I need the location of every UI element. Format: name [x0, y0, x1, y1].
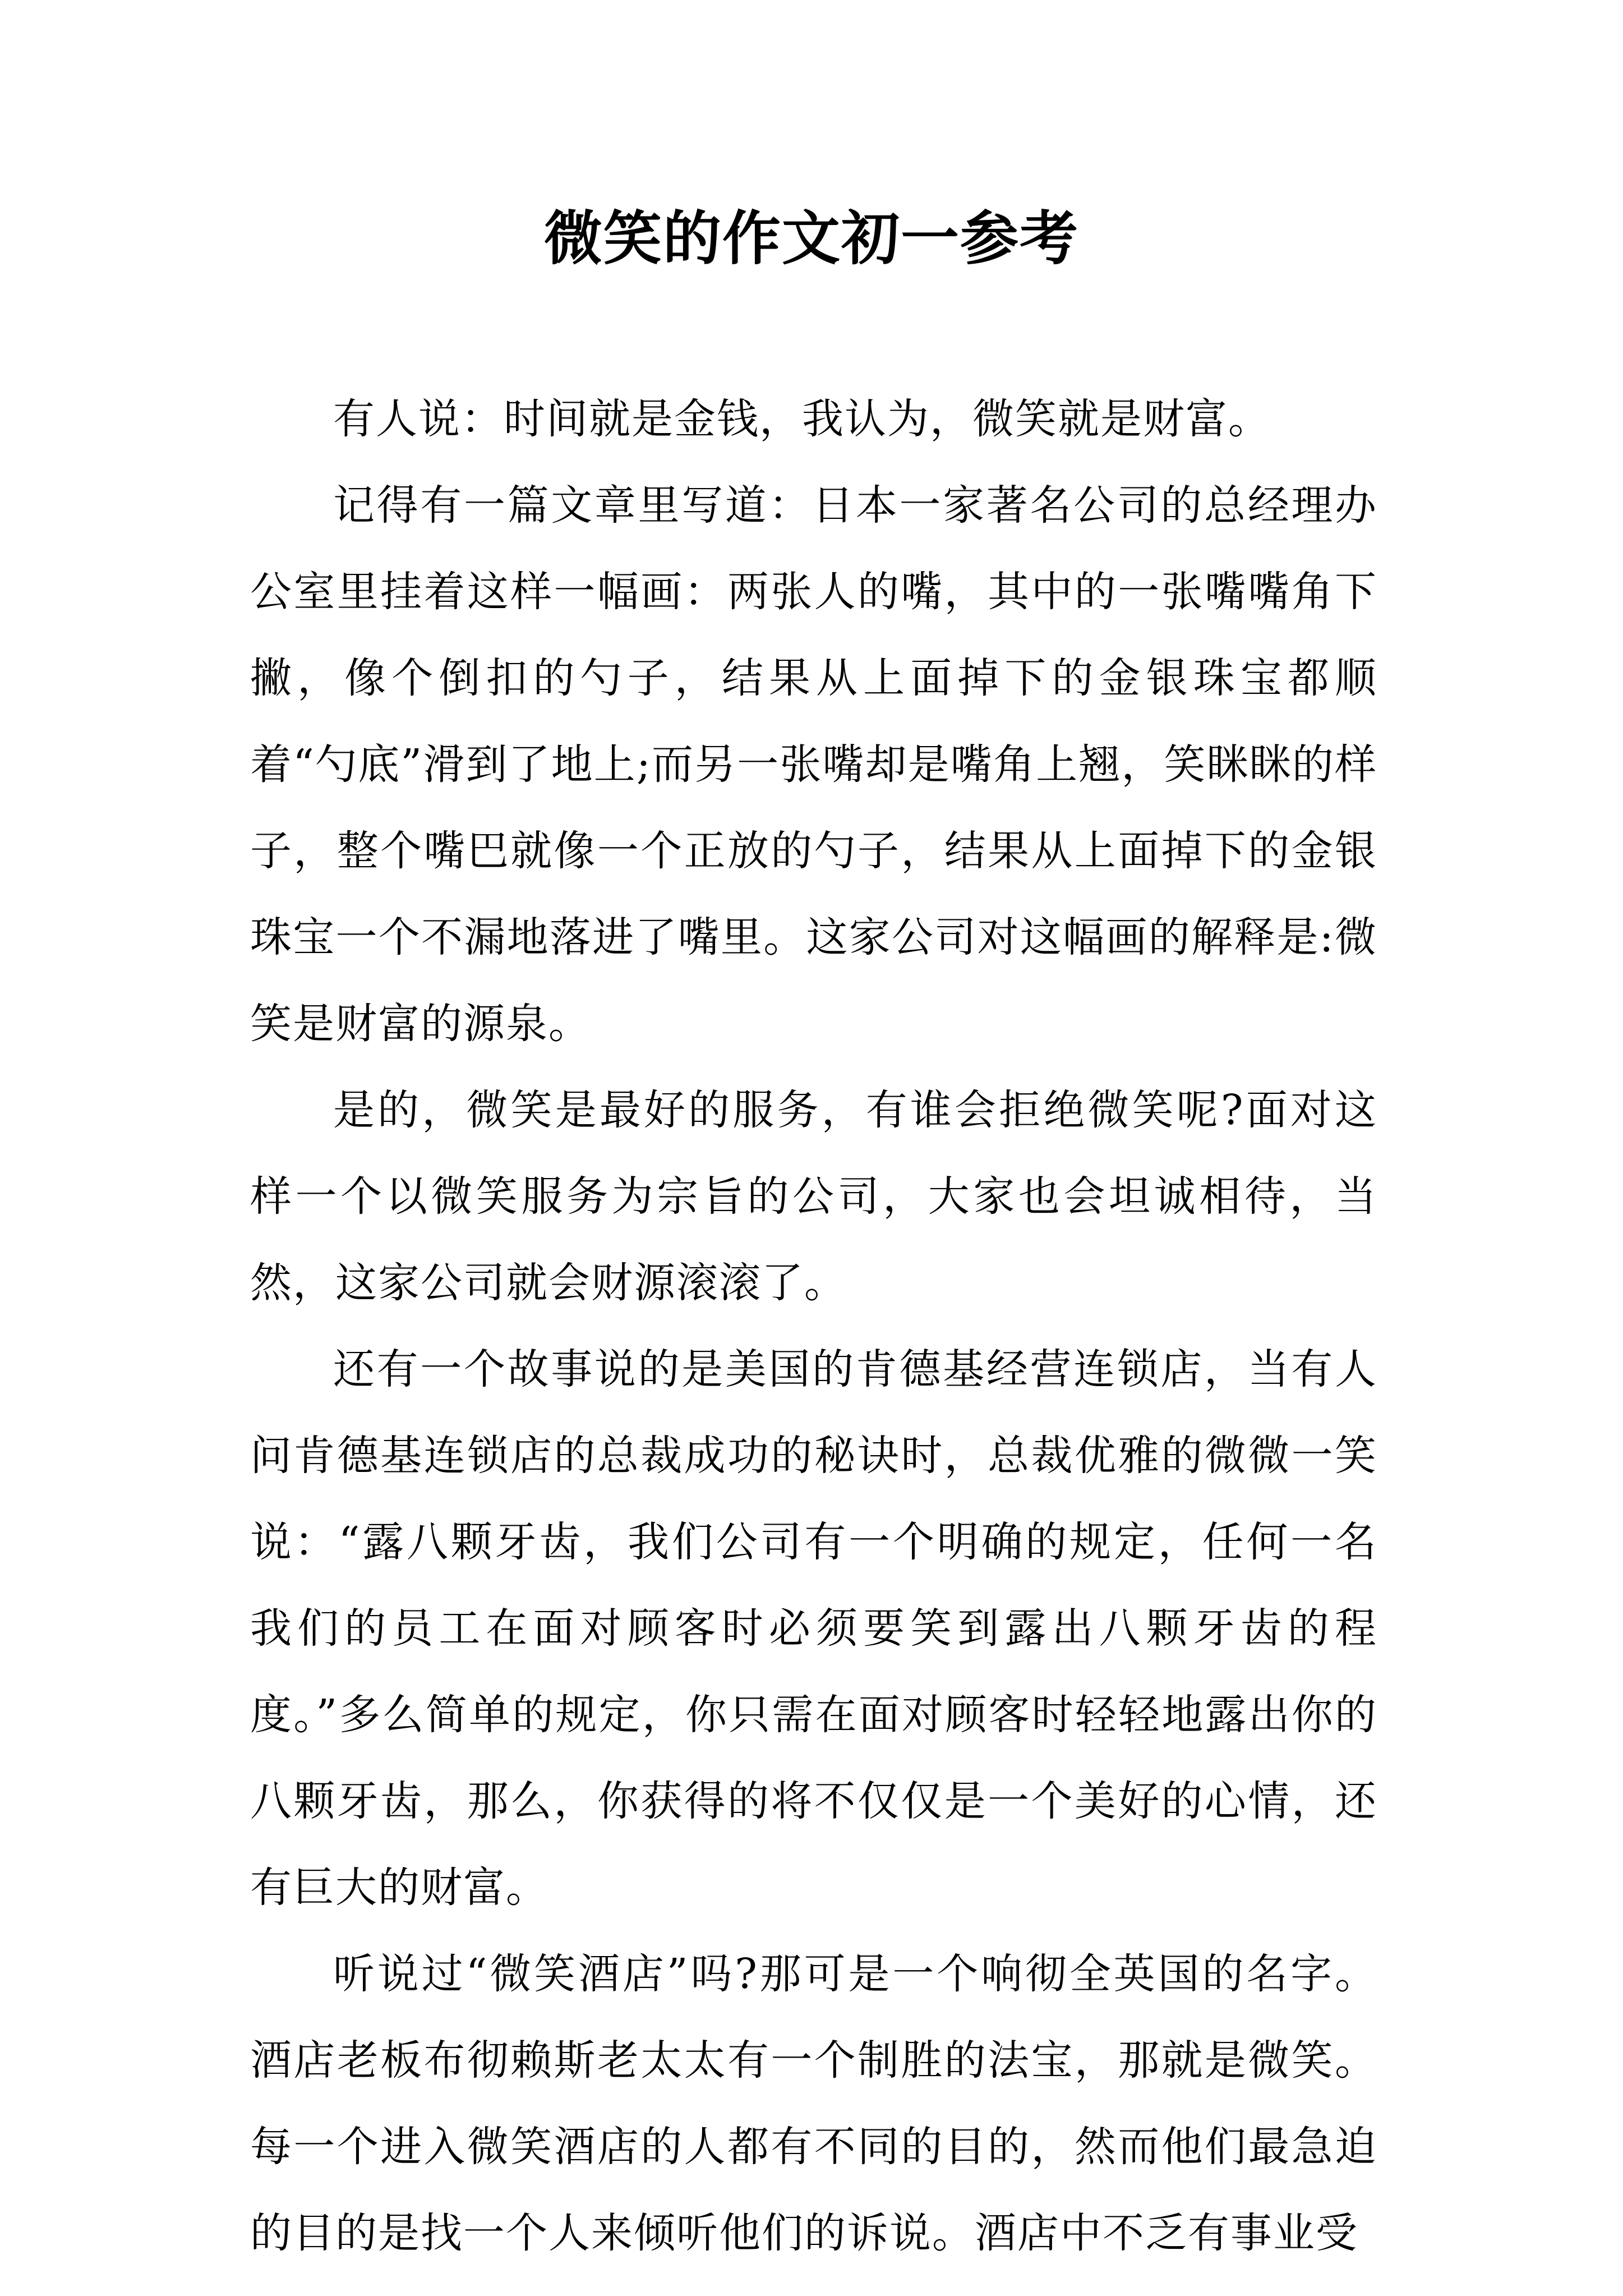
paragraph: 还有一个故事说的是美国的肯德基经营连锁店，当有人问肯德基连锁店的总裁成功的秘诀时，总裁优雅的微微一笑说：“露八颗牙齿，我们公司有一个明确的规定，任何一名我们的员工在面对顾客时必须要笑到露出八颗牙齿的程度。”多么简单的规定，你只需在面对顾客时轻轻地露出你的八颗牙齿，那么，你获得的将不仅仅是一个美好的心情，还有巨大的财富。 — [250, 1345, 1377, 1912]
paragraph: 有人说：时间就是金钱，我认为，微笑就是财富。 — [333, 395, 1271, 443]
paragraph: 是的，微笑是最好的服务，有谁会拒绝微笑呢?面对这样一个以微笑服务为宗旨的公司，大家也会坦诚相待，当然，这家公司就会财源滚滚了。 — [250, 1086, 1377, 1307]
document-title: 微笑的作文初一参考 — [543, 204, 1079, 273]
paragraph: 听说过“微笑酒店”吗?那可是一个响彻全英国的名字。酒店老板布彻赖斯老太太有一个制胜的法宝，那就是微笑。每一个进入微笑酒店的人都有不同的目的，然而他们最急迫的目的是找一个人来倾听他们的诉说。酒店中不乏有事业受 — [250, 1950, 1377, 2257]
paragraph: 记得有一篇文章里写道：日本一家著名公司的总经理办公室里挂着这样一幅画：两张人的嘴，其中的一张嘴嘴角下撇，像个倒扣的勺子，结果从上面掉下的金银珠宝都顺着“勺底”滑到了地上;而另一张嘴却是嘴角上翘，笑眯眯的样子，整个嘴巴就像一个正放的勺子，结果从上面掉下的金银珠宝一个不漏地落进了嘴里。这家公司对这幅画的解释是:微笑是财富的源泉。 — [250, 481, 1377, 1048]
document-body — [250, 376, 1377, 2276]
